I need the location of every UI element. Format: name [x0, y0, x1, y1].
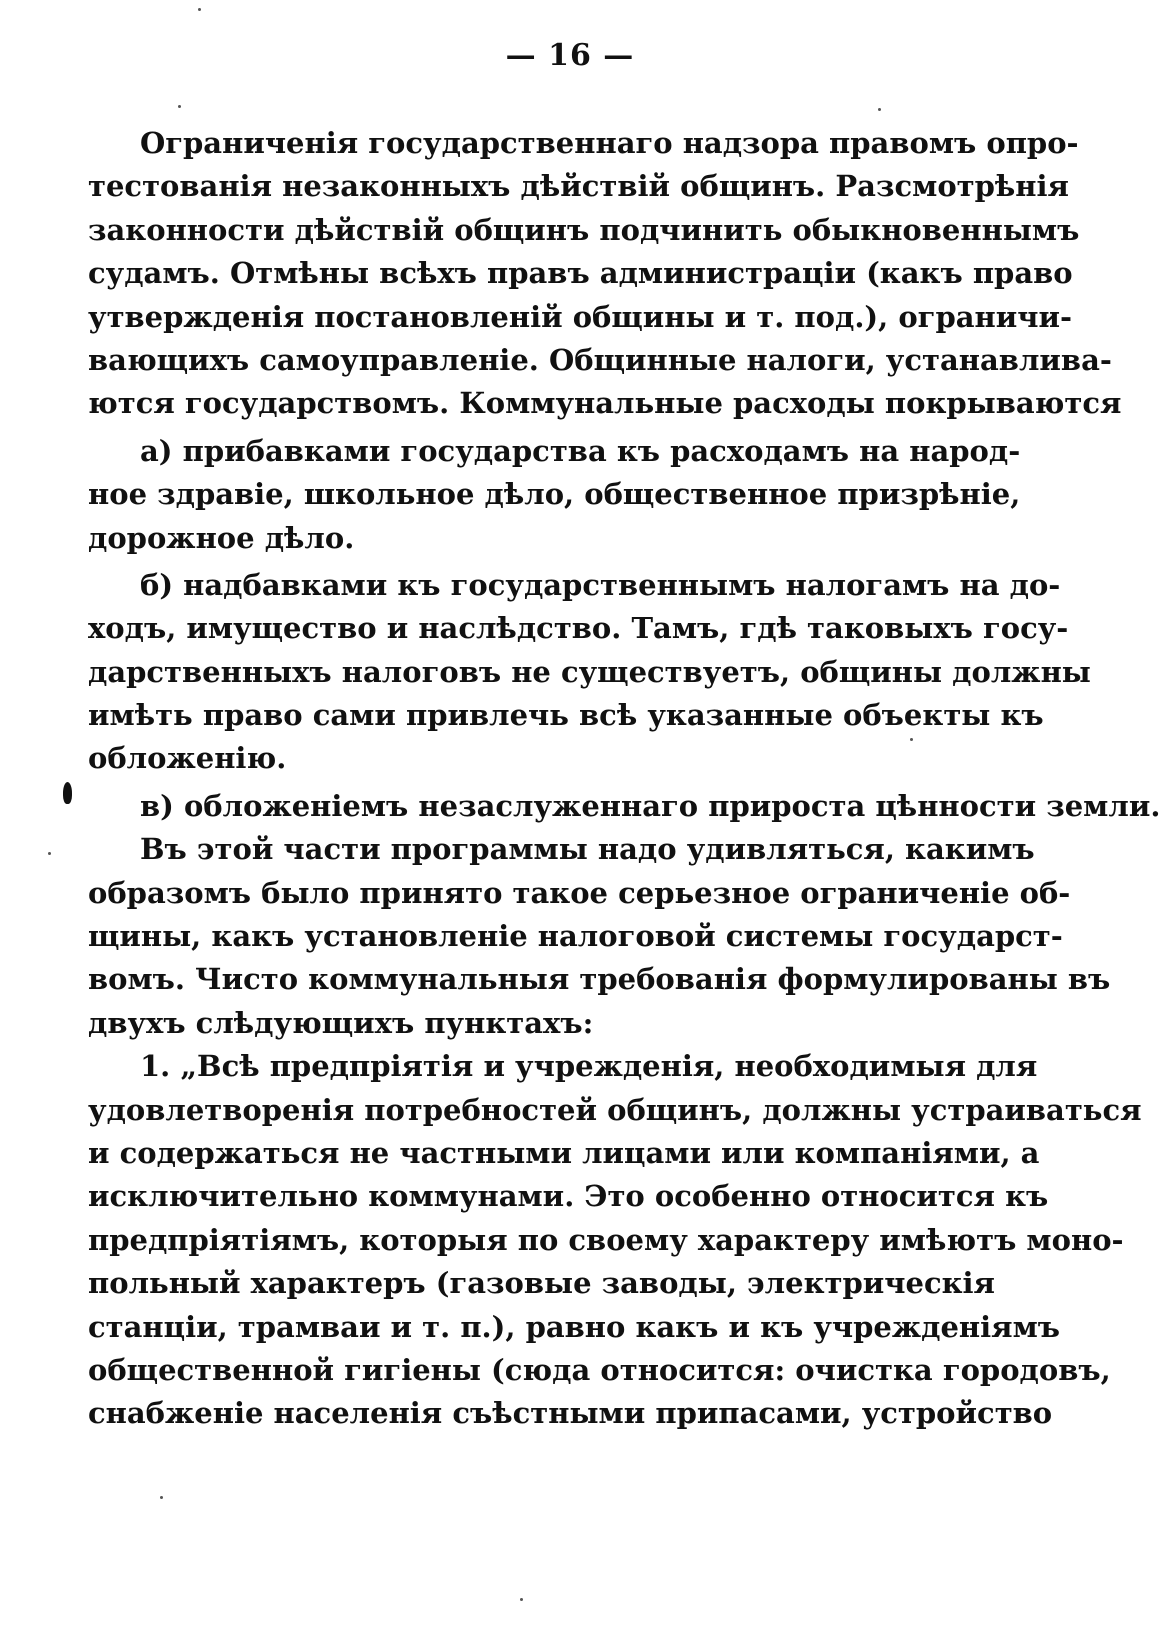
body-text: [88, 122, 1160, 1436]
text-line: и содержаться не частными лицами или компаніями, а: [88, 1135, 1040, 1170]
text-line: снабженіе населенія съѣстными припасами, устройство: [88, 1396, 1053, 1431]
text-line: в) обложеніемъ незаслуженнаго прироста цѣнности земли.: [140, 788, 1160, 823]
text-line: б) надбавками къ государственнымъ налогамъ на до-: [140, 567, 1061, 602]
paper-speck: [198, 8, 201, 11]
ink-blot-mark: [63, 782, 72, 804]
text-line: 1. „Всѣ предпріятія и учрежденія, необходимыя для: [140, 1049, 1038, 1084]
text-line: щины, какъ установленіе налоговой системы государст-: [88, 919, 1063, 954]
text-line: а) прибавками государства къ расходамъ на народ-: [140, 433, 1021, 468]
paper-speck: [178, 105, 181, 108]
text-line: ное здравіе, школьное дѣло, общественное призрѣніе,: [88, 477, 1021, 512]
text-line: ются государствомъ. Коммунальные расходы покрываются: [88, 386, 1122, 421]
text-line: исключительно коммунами. Это особенно относится къ: [88, 1179, 1049, 1214]
text-line: Въ этой части программы надо удивляться, какимъ: [140, 832, 1035, 867]
text-line: дарственныхъ налоговъ не существуетъ, общины должны: [88, 654, 1091, 689]
text-line: Ограниченія государственнаго надзора правомъ опро-: [140, 126, 1079, 160]
paper-speck: [520, 1598, 523, 1601]
text-line: станціи, трамваи и т. п.), равно какъ и къ учрежденіямъ: [88, 1309, 1061, 1344]
text-line: ходъ, имущество и наслѣдство. Тамъ, гдѣ таковыхъ госу-: [88, 611, 1069, 646]
page-number: — 16 —: [505, 38, 635, 73]
text-line: тестованія незаконныхъ дѣйствій общинъ. Разсмотрѣнія: [88, 169, 1069, 204]
text-line: судамъ. Отмѣны всѣхъ правъ администраціи (какъ право: [88, 256, 1073, 291]
text-line: вающихъ самоуправленіе. Общинные налоги, устанавлива-: [88, 342, 1112, 377]
text-line: удовлетворенія потребностей общинъ, должны устраиваться: [88, 1092, 1142, 1127]
text-line: предпріятіямъ, которыя по своему характеру имѣютъ моно-: [88, 1222, 1124, 1257]
text-line: имѣть право сами привлечь всѣ указанные объекты къ: [88, 698, 1044, 733]
text-line: обложенію.: [88, 741, 287, 776]
text-line: двухъ слѣдующихъ пунктахъ:: [88, 1005, 594, 1040]
paper-speck: [160, 1496, 163, 1499]
text-line: законности дѣйствій общинъ подчинить обыкновеннымъ: [88, 212, 1080, 247]
text-line: общественной гигіены (сюда относится: очистка городовъ,: [88, 1352, 1111, 1387]
text-line: польный характеръ (газовые заводы, электрическія: [88, 1266, 995, 1301]
text-line: образомъ было принято такое серьезное ограниченіе об-: [88, 875, 1071, 910]
text-line: вомъ. Чисто коммунальныя требованія формулированы въ: [88, 962, 1111, 997]
text-line: дорожное дѣло.: [88, 520, 355, 555]
paper-speck: [48, 852, 51, 855]
paper-speck: [878, 108, 881, 111]
text-line: утвержденія постановленій общины и т. под.), ограничи-: [88, 299, 1073, 334]
